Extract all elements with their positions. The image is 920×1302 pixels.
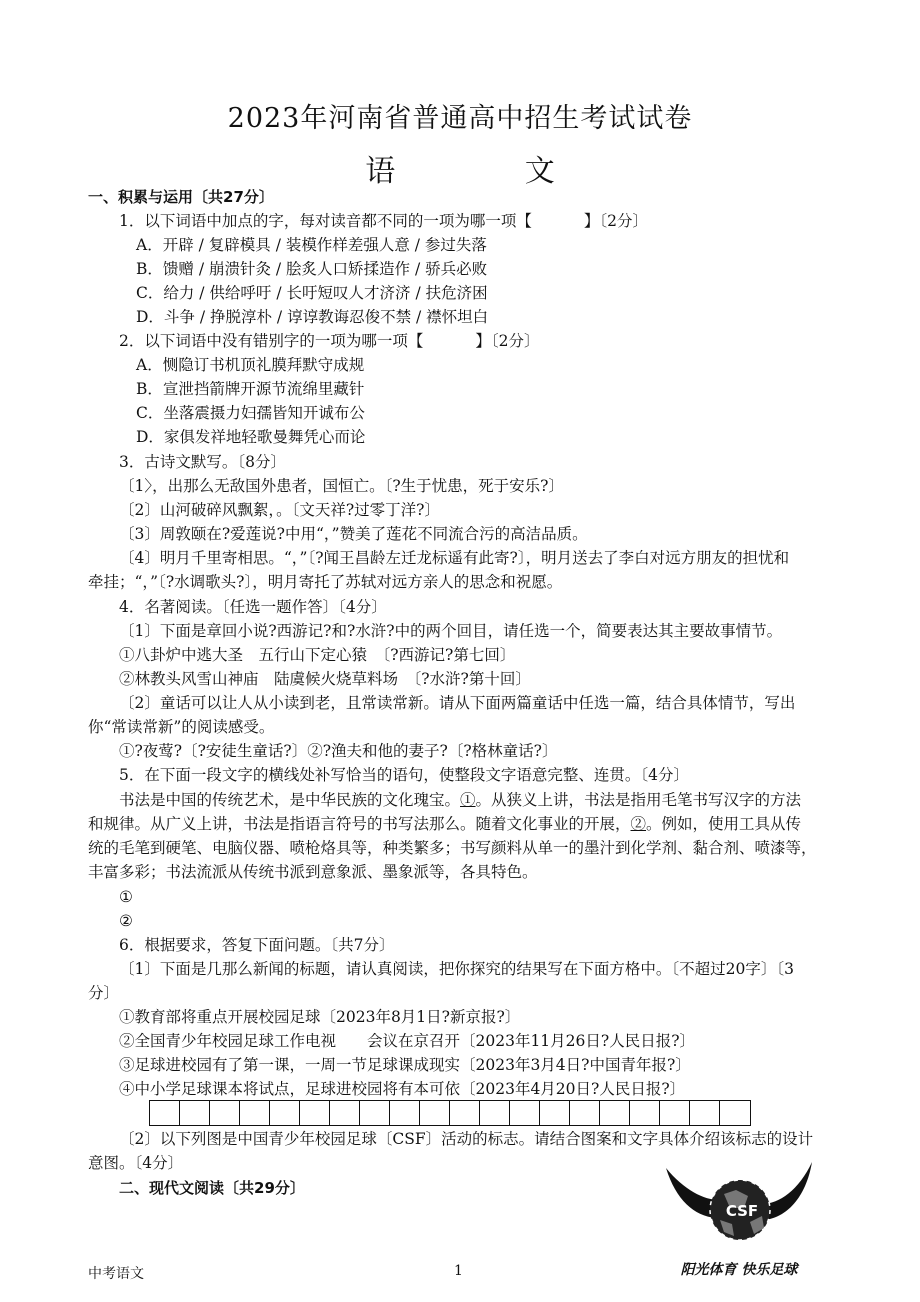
question-line: 〔2〕童话可以让人从小读到老，且常读常新。请从下面两篇童话中任选一篇，结合具体情节，写出 [119, 694, 796, 712]
answer-grid-cell[interactable] [720, 1101, 750, 1125]
answer-grid-cell[interactable] [570, 1101, 600, 1125]
question-score: 】〔2分〕 [475, 332, 540, 350]
answer-grid-cell[interactable] [480, 1101, 510, 1125]
option-c: C．坐落震摄力妇孺皆知开诚布公 [136, 404, 365, 422]
question-stem-text: 1．以下词语中加点的字，每对读音都不同的一项为哪一项【 [119, 212, 532, 230]
question-line: 意图。〔4分〕 [88, 1154, 184, 1172]
question-line: 牵挂；“，”〔?水调歌头?〕，明月寄托了苏轼对远方亲人的思念和祝愿。 [88, 573, 563, 591]
footer-subject: 中考语文 [88, 1266, 144, 1282]
option-a: A．恻隐订书机顶礼膜拜默守成规 [136, 356, 365, 374]
question-line: 〔1〕下面是章回小说?西游记?和?水浒?中的两个回目，请任选一个，简要表达其主要故事情节。 [119, 622, 783, 640]
question-stem [119, 210, 648, 232]
answer-grid-cell[interactable] [330, 1101, 360, 1125]
question-line: 〔1〕下面是几那么新闻的标题，请认真阅读，把你探究的结果写在下面方格中。〔不超过20字〕〔3 [119, 960, 794, 978]
passage-line: 丰富多彩；书法流派从传统书派到意象派、墨象派等，各具特色。 [88, 863, 538, 881]
answer-grid-cell[interactable] [360, 1101, 390, 1125]
section-heading: 二、现代文阅读〔共29分〕 [119, 1179, 305, 1197]
answer-grid-cell[interactable] [450, 1101, 480, 1125]
question-stem: 6．根据要求，答复下面问题。〔共7分〕 [119, 936, 395, 954]
question-score: 】〔2分〕 [583, 212, 648, 230]
passage-line [119, 789, 801, 811]
question-line: ①八卦炉中逃大圣 五行山下定心猿 〔?西游记?第七回〕 [119, 646, 516, 664]
question-line: 〔4〕明月千里寄相思。“，”〔?闻王昌龄左迁龙标遥有此寄?〕，明月送去了李白对远方朋友的担忧和 [119, 549, 790, 567]
question-line: 你“常读常新”的阅读感受。 [88, 718, 275, 736]
blank-marker: ② [630, 815, 647, 833]
logo-slogan: 阳光体育 快乐足球 [680, 1262, 798, 1278]
answer-grid-cell[interactable] [660, 1101, 690, 1125]
passage-line: 统的毛笔到硬笔、电脑仪器、喷枪烙具等，种类繁多；书写颜料从单一的墨汁到化学剂、黏合剂、喷漆等， [88, 839, 817, 857]
news-headline: ③足球进校园有了第一课，一周一节足球课成现实〔2023年3月4日?中国青年报?〕 [119, 1056, 691, 1074]
csf-logo [664, 1160, 814, 1290]
option-b: B．馈赠 / 崩溃针灸 / 脍炙人口矫揉造作 / 骄兵必败 [136, 260, 488, 278]
answer-grid-cell[interactable] [270, 1101, 300, 1125]
blank-marker: ① [460, 791, 476, 809]
question-line: 〔3〕周敦颐在?爱莲说?中用“，”赞美了莲花不同流合污的高洁品质。 [119, 525, 588, 543]
passage-line [88, 813, 801, 835]
passage-text: 和规律。从广义上讲，书法是指语言符号的书写法那么。随着文化事业的开展， [88, 815, 631, 833]
subject-title: 语 文 [365, 154, 615, 189]
question-line: 〔1〉，出那么无敌国外患者，国恒亡。〔?生于忧患，死于安乐?〕 [119, 477, 564, 495]
answer-line[interactable]: ① [119, 888, 133, 906]
page-number: 1 [454, 1263, 463, 1279]
answer-grid-cell[interactable] [390, 1101, 420, 1125]
question-stem-text: 2．以下词语中没有错别字的一项为哪一项【 [119, 332, 424, 350]
answer-line[interactable]: ② [119, 912, 133, 930]
question-stem [119, 330, 540, 352]
news-headline: ②全国青少年校园足球工作电视 会议在京召开〔2023年11月26日?人民日报?〕 [119, 1032, 696, 1050]
option-d: D．家俱发祥地轻歌曼舞凭心而论 [136, 428, 366, 446]
answer-grid-cell[interactable] [540, 1101, 570, 1125]
question-line: ②林教头风雪山神庙 陆虞候火烧草料场 〔?水浒?第十回〕 [119, 670, 531, 688]
answer-grid-cell[interactable] [180, 1101, 210, 1125]
option-b: B．宣泄挡箭牌开源节流绵里藏针 [136, 380, 365, 398]
answer-grid-cell[interactable] [210, 1101, 240, 1125]
answer-grid-cell[interactable] [420, 1101, 450, 1125]
exam-title: 2023年河南省普通高中招生考试试卷 [227, 103, 693, 134]
question-line: 〔2〕山河破碎风飘絮，。〔文天祥?过零丁洋?〕 [119, 501, 440, 519]
option-a: A．开辟 / 复辟模具 / 装模作样差强人意 / 参过失落 [136, 236, 487, 254]
answer-grid[interactable] [149, 1100, 751, 1126]
section-heading: 一、积累与运用〔共27分〕 [88, 188, 274, 206]
passage-text: 书法是中国的传统艺术，是中华民族的文化瑰宝。 [119, 791, 461, 809]
question-line: ①?夜莺?〔?安徒生童话?〕②?渔夫和他的妻子?〔?格林童话?〕 [119, 742, 558, 760]
answer-grid-cell[interactable] [300, 1101, 330, 1125]
logo-badge-text: CSF [725, 1202, 759, 1220]
question-stem: 5．在下面一段文字的横线处补写恰当的语句，使整段文字语意完整、连贯。〔4分〕 [119, 766, 689, 784]
option-c: C．给力 / 供给呼吁 / 长吁短叹人才济济 / 扶危济困 [136, 284, 488, 302]
option-d: D．斗争 / 挣脱淳朴 / 谆谆教诲忍俊不禁 / 襟怀坦白 [136, 308, 489, 326]
answer-grid-cell[interactable] [510, 1101, 540, 1125]
passage-text: 。从狭义上讲，书法是指用毛笔书写汉字的方法 [475, 791, 802, 809]
news-headline: ①教育部将重点开展校园足球〔2023年8月1日?新京报?〕 [119, 1008, 521, 1026]
answer-grid-cell[interactable] [690, 1101, 720, 1125]
answer-grid-cell[interactable] [150, 1101, 180, 1125]
passage-text: 。例如，使用工具从传 [646, 815, 802, 833]
answer-grid-cell[interactable] [600, 1101, 630, 1125]
answer-grid-cell[interactable] [240, 1101, 270, 1125]
question-stem: 3．古诗文默写。〔8分〕 [119, 453, 286, 471]
question-stem: 4．名著阅读。〔任选一题作答〕〔4分〕 [119, 598, 387, 616]
question-line: 〔2〕以下列图是中国青少年校园足球〔CSF〕活动的标志。请结合图案和文字具体介绍该标志的设计 [119, 1130, 814, 1148]
question-line: 分〕 [88, 984, 120, 1002]
news-headline: ④中小学足球课本将试点，足球进校园将有本可依〔2023年4月20日?人民日报?〕 [119, 1080, 686, 1098]
answer-grid-cell[interactable] [630, 1101, 660, 1125]
